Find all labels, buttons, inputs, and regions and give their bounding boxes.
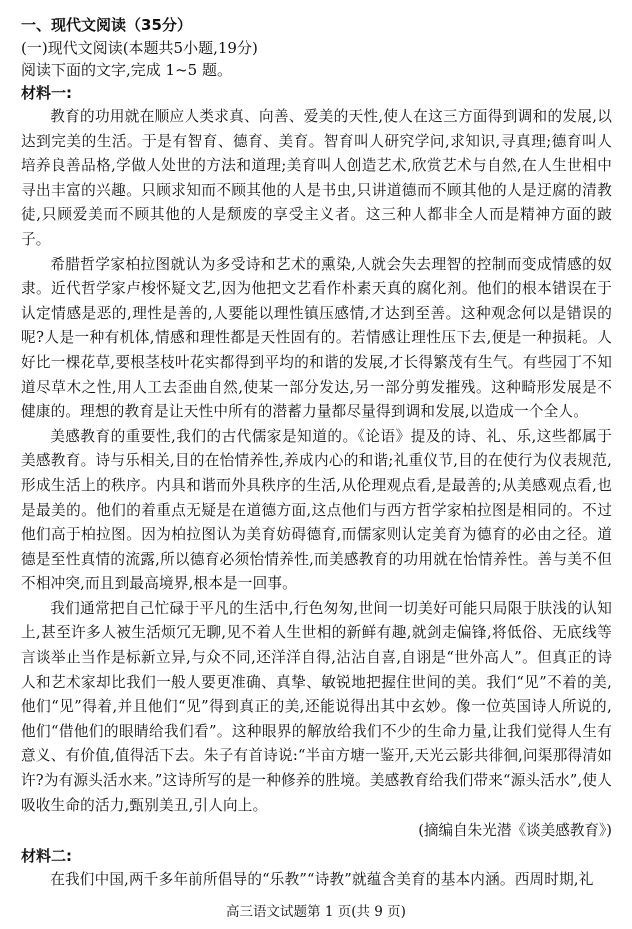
material-1-source: (摘编自朱光潜《谈美感教育》): [418, 822, 612, 840]
material-1-paragraph-1: 教育的功用就在顺应人类求真、向善、爱美的天性,使人在这三方面得到调和的发展,以达到完美的生活。于是有智育、德育、美育。智育叫人研究学问,求知识,寻真理;德育叫人培养良善品格,学做人处世的方法和道理;美育叫人创造艺术,欣赏艺术与自然,在人生世相中寻出丰富的兴趣。只顾求知而不顾其他的人是书虫,只讲道德而不顾其他的人是迂腐的清教徒,只顾爱美而不顾其他的人是颓废的享受主义者。这三种人都非全人而是精神方面的跛子。: [21, 108, 612, 248]
material-1-paragraph-2: 希腊哲学家柏拉图就认为多受诗和艺术的熏染,人就会失去理智的控制而变成情感的奴隶。近代哲学家卢梭怀疑文艺,因为他把文艺看作朴素天真的腐化剂。他们的根本错误在于认定情感是恶的,理性是善的,人要能以理性镇压感情,才达到至善。这种观念何以是错误的呢?人是一种有机体,情感和理性都是天性固有的。若情感让理性压下去,便是一种损耗。人好比一棵花草,要根茎枝叶花实都得到平均的和谐的发展,才长得繁茂有生气。有些园丁不知道尽草木之性,用人工去歪曲自然,使某一部分发达,另一部分剪发摧残。这种畸形发展是不健康的。理想的教育是让天性中所有的潜蓄力量都尽量得到调和发展,以造成一个全人。: [21, 255, 612, 421]
section-title: 一、现代文阅读（35分）: [21, 16, 192, 34]
material-2-paragraph-1: 在我们中国,两千多年前所倡导的“乐教”“诗教”就蕴含美育的基本内涵。西周时期,礼: [50, 870, 594, 888]
material-1-title: 材料一:: [21, 84, 72, 102]
material-2-title: 材料二:: [21, 846, 72, 865]
material-1-paragraph-4: 我们通常把自己忙碌于平凡的生活中,行色匆匆,世间一切美好可能只局限于肤浅的认知上,甚至许多人被生活烦冗无聊,见不着人生世相的新鲜有趣,就剑走偏锋,将低俗、无底线等言谈举止当作是标新立异,与众不同,还洋洋自得,沾沾自喜,自诩是“世外高人”。但真正的诗人和艺术家却比我们一般人要更准确、真挚、敏锐地把握住世间的美。我们“见”不着的美,他们“见”得着,并且他们“见”得到真正的美,还能说得出其中玄妙。像一位英国诗人所说的,他们“借他们的眼睛给我们看”。这种眼界的解放给我们不少的生命力量,让我们觉得人生有意义、有价值,值得活下去。朱子有首诗说:“半亩方塘一鉴开,天光云影共徘徊,问渠那得清如许?为有源头活水来。”这诗所写的是一种修养的胜境。美感教育给我们带来“源头活水”,使人吸收生命的活力,甄别美丑,引人向上。: [21, 599, 612, 814]
page-footer: 高三语文试题第 1 页(共 9 页): [226, 904, 406, 920]
reading-instruction: 阅读下面的文字,完成 1~5 题。: [21, 61, 232, 79]
sub-section-title: (一)现代文阅读(本题共5小题,19分): [21, 39, 258, 57]
material-1-paragraph-3: 美感教育的重要性,我们的古代儒家是知道的。《论语》提及的诗、礼、乐,这些都属于美感教育。诗与乐相关,目的在怡情养性,养成内心的和谐;礼重仪节,目的在使行为仪表规范,形成生活上的秩序。内具和谐而外具秩序的生活,从伦理观点看,是最善的;从美感观点看,也是最美的。他们的着重点无疑是在道德方面,这点他们与西方哲学家柏拉图是相同的。不过他们高于柏拉图。因为柏拉图认为美育妨碍德育,而儒家则认定美育为德育的必由之径。道德是至性真情的流露,所以德育必须怡情养性,而美感教育的功用就在怡情养性。善与美不但不相冲突,而且到最高境界,根本是一回事。: [21, 427, 612, 593]
